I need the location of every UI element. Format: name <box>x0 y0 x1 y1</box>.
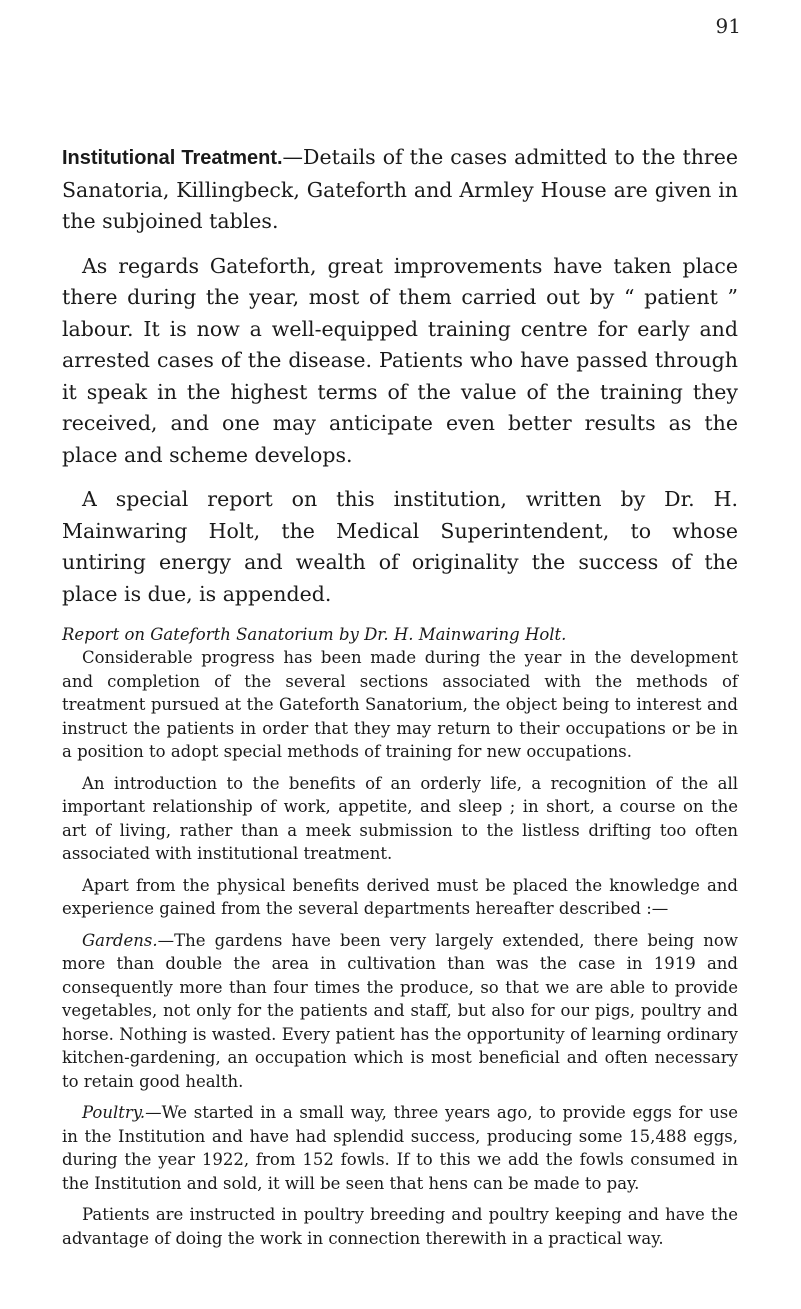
gardens-text: —The gardens have been very largely extended, there being now more than double the area in cultivation than was the case in 1919 and consequently more than four times the produce, so that we are able to provide vegetables, not only for the patients and staff, but also for our pigs, poultry and horse. Nothing is wasted. Every patient has the opportunity of learning ordinary kitchen-gardening, an occupation which is most beneficial and often necessary to retain good health. <box>62 930 738 1091</box>
gardens-heading: Gardens. <box>82 930 158 950</box>
closing-paragraph: Patients are instructed in poultry breeding and poultry keeping and have the advantage of doing the work in connection therewith in a practical way. <box>62 1205 738 1248</box>
intro-heading: Institutional Treatment. <box>62 147 283 169</box>
page-content <box>62 142 738 1258</box>
poultry-heading: Poultry. <box>82 1103 146 1122</box>
gateforth-paragraph: As regards Gateforth, great improvements have taken place there during the year, most of them carried out by “ patient ” labour. It is now a well-equipped training centre for early and arrested cases of the disease. Patients who have passed through it speak in the highest terms of the value of the training they received, and one may anticipate even better results as the place and scheme develops. <box>62 253 738 467</box>
poultry-text: —We started in a small way, three years ago, to provide eggs for use in the Institution and have had splendid success, producing some 15,488 eggs, during the year 1922, from 152 fowls. If to this we add the fowls consumed in the Institution and sold, it will be seen that hens can be made to pay. <box>62 1103 738 1193</box>
intro-text: —Details of the cases admitted to the three Sanatoria, Killingbeck, Gateforth and Armley House are given in the subjoined tables. <box>62 145 738 233</box>
report-title: Report on Gateforth Sanatorium by Dr. H. Mainwaring Holt. <box>62 625 567 644</box>
report-paragraph-2: An introduction to the benefits of an orderly life, a recognition of the all important relationship of work, appetite, and sleep ; in short, a course on the art of living, rather than a meek submission to the listless drifting too often associated with institutional treatment. <box>62 773 738 863</box>
gardens-paragraph <box>62 929 738 1094</box>
report-paragraph-1: Considerable progress has been made during the year in the development and completion of the several sections associated with the methods of treatment pursued at the Gateforth Sanatorium, the object being to interest and instruct the patients in order that they may return to their occupations or be in a position to adopt special methods of training for new occupations. <box>62 648 738 761</box>
page-number: 91 <box>715 14 741 38</box>
report-paragraph-3: Apart from the physical benefits derived must be placed the knowledge and experience gained from the several departments hereafter described :— <box>62 875 738 918</box>
poultry-paragraph <box>62 1101 738 1195</box>
intro-paragraph <box>62 142 738 238</box>
special-report-paragraph: A special report on this institution, written by Dr. H. Mainwaring Holt, the Medical Superintendent, to whose untiring energy and wealth of originality the success of the place is due, is appended. <box>62 487 738 606</box>
